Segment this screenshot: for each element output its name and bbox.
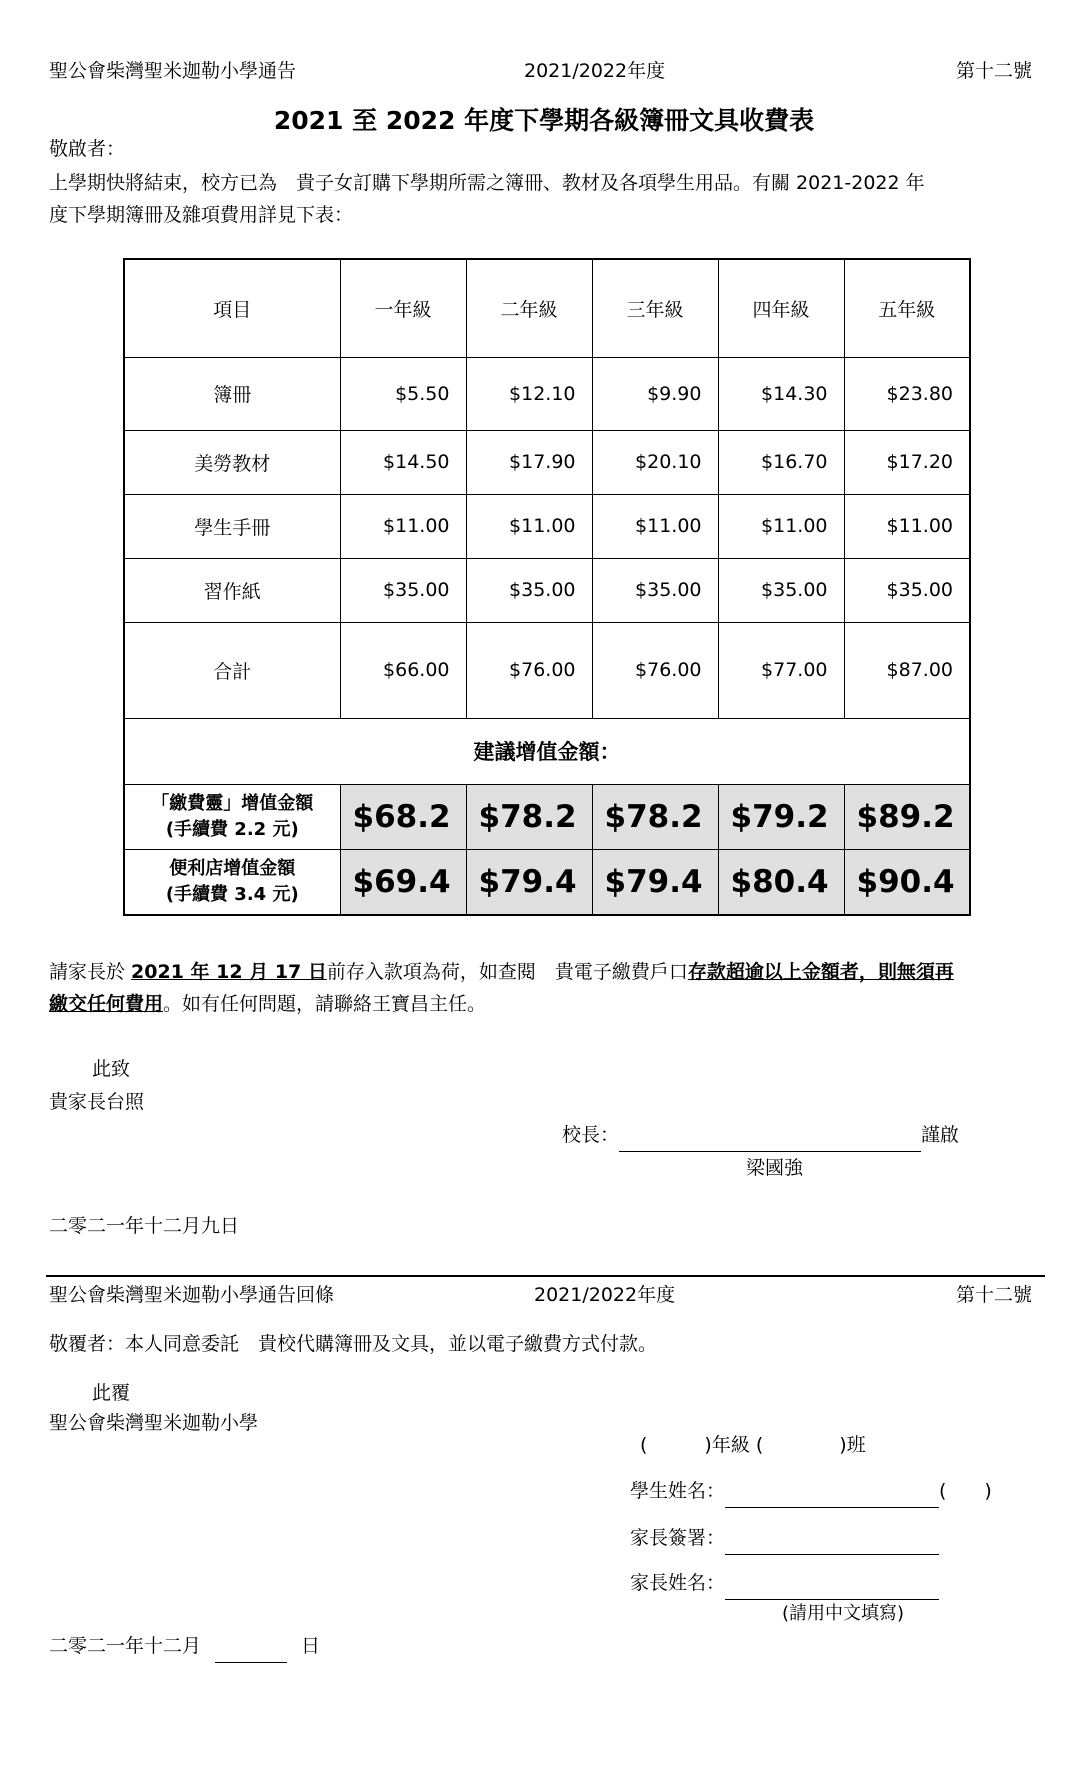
deadline-line-2 xyxy=(49,987,486,1021)
topup-value: $69.4 xyxy=(340,849,466,915)
reply-closing: 此覆 xyxy=(92,1382,131,1404)
deadline-post: 。如有任何問題，請聯絡王寶昌主任。 xyxy=(163,993,487,1015)
greeting: 敬啟者： xyxy=(49,138,126,160)
notice-date: 二零二一年十二月九日 xyxy=(49,1215,240,1237)
reply-divider xyxy=(46,1275,1045,1277)
closing-1: 此致 xyxy=(92,1058,131,1080)
cell-value: $76.00 xyxy=(592,622,718,718)
topup-value: $79.4 xyxy=(592,849,718,915)
intro-line-2: 度下學期簿冊及雜項費用詳見下表： xyxy=(49,204,354,226)
cell-value: $35.00 xyxy=(340,558,466,622)
row-label: 合計 xyxy=(124,622,340,718)
student-name-field[interactable] xyxy=(630,1474,992,1508)
parent-name-label: 家長姓名： xyxy=(630,1572,726,1594)
student-name-label: 學生姓名： xyxy=(630,1480,726,1502)
notice-number: 第十二號 xyxy=(956,60,1033,82)
topup-value: $90.4 xyxy=(844,849,970,915)
reply-date-line xyxy=(49,1629,320,1663)
reply-statement: 敬覆者：本人同意委託 貴校代購簿冊及文具，並以電子繳費方式付款。 xyxy=(49,1333,658,1355)
table-row xyxy=(124,558,970,622)
reply-date-post: 日 xyxy=(301,1635,321,1657)
reply-school: 聖公會柴灣聖米迦勒小學 xyxy=(49,1412,259,1434)
table-row xyxy=(124,357,970,430)
topup-label xyxy=(124,849,340,915)
topup-label xyxy=(124,784,340,849)
cell-value: $11.00 xyxy=(340,494,466,558)
deadline-line-1 xyxy=(49,955,954,989)
cell-value: $11.00 xyxy=(718,494,844,558)
table-header-row xyxy=(124,259,970,357)
topup-value: $79.2 xyxy=(718,784,844,849)
deadline-pre: 請家長於 xyxy=(49,961,132,983)
parent-name-field[interactable] xyxy=(630,1566,939,1600)
topup-label-line1: 便利店增值金額 xyxy=(169,857,296,879)
class-field[interactable]: ( )年級 ( )班 xyxy=(640,1434,866,1456)
parent-sign-label: 家長簽署： xyxy=(630,1527,726,1549)
header-grade-1: 一年級 xyxy=(340,259,466,357)
cell-value: $77.00 xyxy=(718,622,844,718)
header-item: 項目 xyxy=(124,259,340,357)
cell-value: $5.50 xyxy=(340,357,466,430)
deadline-emphasis-1: 存款超逾以上金額者，則無須再 xyxy=(687,961,954,983)
row-label: 美勞教材 xyxy=(124,430,340,494)
row-label: 學生手冊 xyxy=(124,494,340,558)
student-number-field[interactable]: ( ) xyxy=(939,1480,992,1502)
cell-value: $35.00 xyxy=(592,558,718,622)
cell-value: $87.00 xyxy=(844,622,970,718)
table-row xyxy=(124,494,970,558)
topup-value: $78.2 xyxy=(466,784,592,849)
principal-signature-line xyxy=(562,1118,959,1152)
topup-row-store xyxy=(124,849,970,915)
cell-value: $9.90 xyxy=(592,357,718,430)
cell-value: $23.80 xyxy=(844,357,970,430)
deadline-emphasis-2: 繳交任何費用 xyxy=(49,993,164,1015)
cell-value: $76.00 xyxy=(466,622,592,718)
school-notice-header: 聖公會柴灣聖米迦勒小學通告 xyxy=(49,60,297,82)
topup-label-line2: (手續費 2.2 元) xyxy=(165,818,299,840)
topup-row-pps xyxy=(124,784,970,849)
reply-notice-number: 第十二號 xyxy=(956,1284,1033,1306)
topup-label-line2: (手續費 3.4 元) xyxy=(165,883,299,905)
cell-value: $12.10 xyxy=(466,357,592,430)
topup-value: $80.4 xyxy=(718,849,844,915)
cell-value: $14.30 xyxy=(718,357,844,430)
parent-signature-blank[interactable] xyxy=(725,1532,939,1555)
intro-line-1: 上學期快將結束，校方已為 貴子女訂購下學期所需之簿冊、教材及各項學生用品。有關 2021-2022 年 xyxy=(49,172,925,194)
cell-value: $20.10 xyxy=(592,430,718,494)
reply-school-notice: 聖公會柴灣聖米迦勒小學通告回條 xyxy=(49,1284,335,1306)
header-grade-2: 二年級 xyxy=(466,259,592,357)
cell-value: $17.90 xyxy=(466,430,592,494)
suggest-title-row xyxy=(124,718,970,784)
row-label: 簿冊 xyxy=(124,357,340,430)
header-grade-5: 五年級 xyxy=(844,259,970,357)
topup-value: $79.4 xyxy=(466,849,592,915)
cell-value: $14.50 xyxy=(340,430,466,494)
cell-value: $11.00 xyxy=(592,494,718,558)
table-row xyxy=(124,430,970,494)
cell-value: $11.00 xyxy=(466,494,592,558)
closing-2: 貴家長台照 xyxy=(49,1091,145,1113)
suggest-title: 建議增值金額： xyxy=(124,718,970,784)
parent-name-blank[interactable] xyxy=(725,1577,939,1600)
cell-value: $35.00 xyxy=(718,558,844,622)
reply-day-blank[interactable] xyxy=(215,1640,287,1663)
cell-value: $17.20 xyxy=(844,430,970,494)
signature-blank xyxy=(619,1129,921,1152)
cell-value: $16.70 xyxy=(718,430,844,494)
cell-value: $35.00 xyxy=(844,558,970,622)
reply-school-year: 2021/2022年度 xyxy=(534,1284,676,1306)
cell-value: $66.00 xyxy=(340,622,466,718)
row-label: 習作紙 xyxy=(124,558,340,622)
chinese-note: (請用中文填寫) xyxy=(782,1603,905,1624)
deadline-mid: 前存入款項為荷，如查閱 貴電子繳費戶口 xyxy=(326,961,688,983)
topup-label-line1: 「繳費靈」增值金額 xyxy=(151,792,314,814)
cell-value: $35.00 xyxy=(466,558,592,622)
page-title: 2021 至 2022 年度下學期各級簿冊文具收費表 xyxy=(273,106,815,135)
cell-value: $11.00 xyxy=(844,494,970,558)
student-name-blank[interactable] xyxy=(725,1485,939,1508)
principal-label: 校長： xyxy=(562,1124,620,1146)
school-year: 2021/2022年度 xyxy=(524,60,666,82)
fee-table xyxy=(123,258,971,916)
principal-name: 梁國強 xyxy=(746,1157,804,1179)
deadline-date: 2021 年 12 月 17 日 xyxy=(131,961,327,983)
table-row-total xyxy=(124,622,970,718)
header-grade-4: 四年級 xyxy=(718,259,844,357)
topup-value: $68.2 xyxy=(340,784,466,849)
header-grade-3: 三年級 xyxy=(592,259,718,357)
reply-date-pre: 二零二一年十二月 xyxy=(49,1635,202,1657)
topup-value: $78.2 xyxy=(592,784,718,849)
topup-value: $89.2 xyxy=(844,784,970,849)
principal-suffix: 謹啟 xyxy=(921,1124,960,1146)
parent-signature-field[interactable] xyxy=(630,1521,939,1555)
